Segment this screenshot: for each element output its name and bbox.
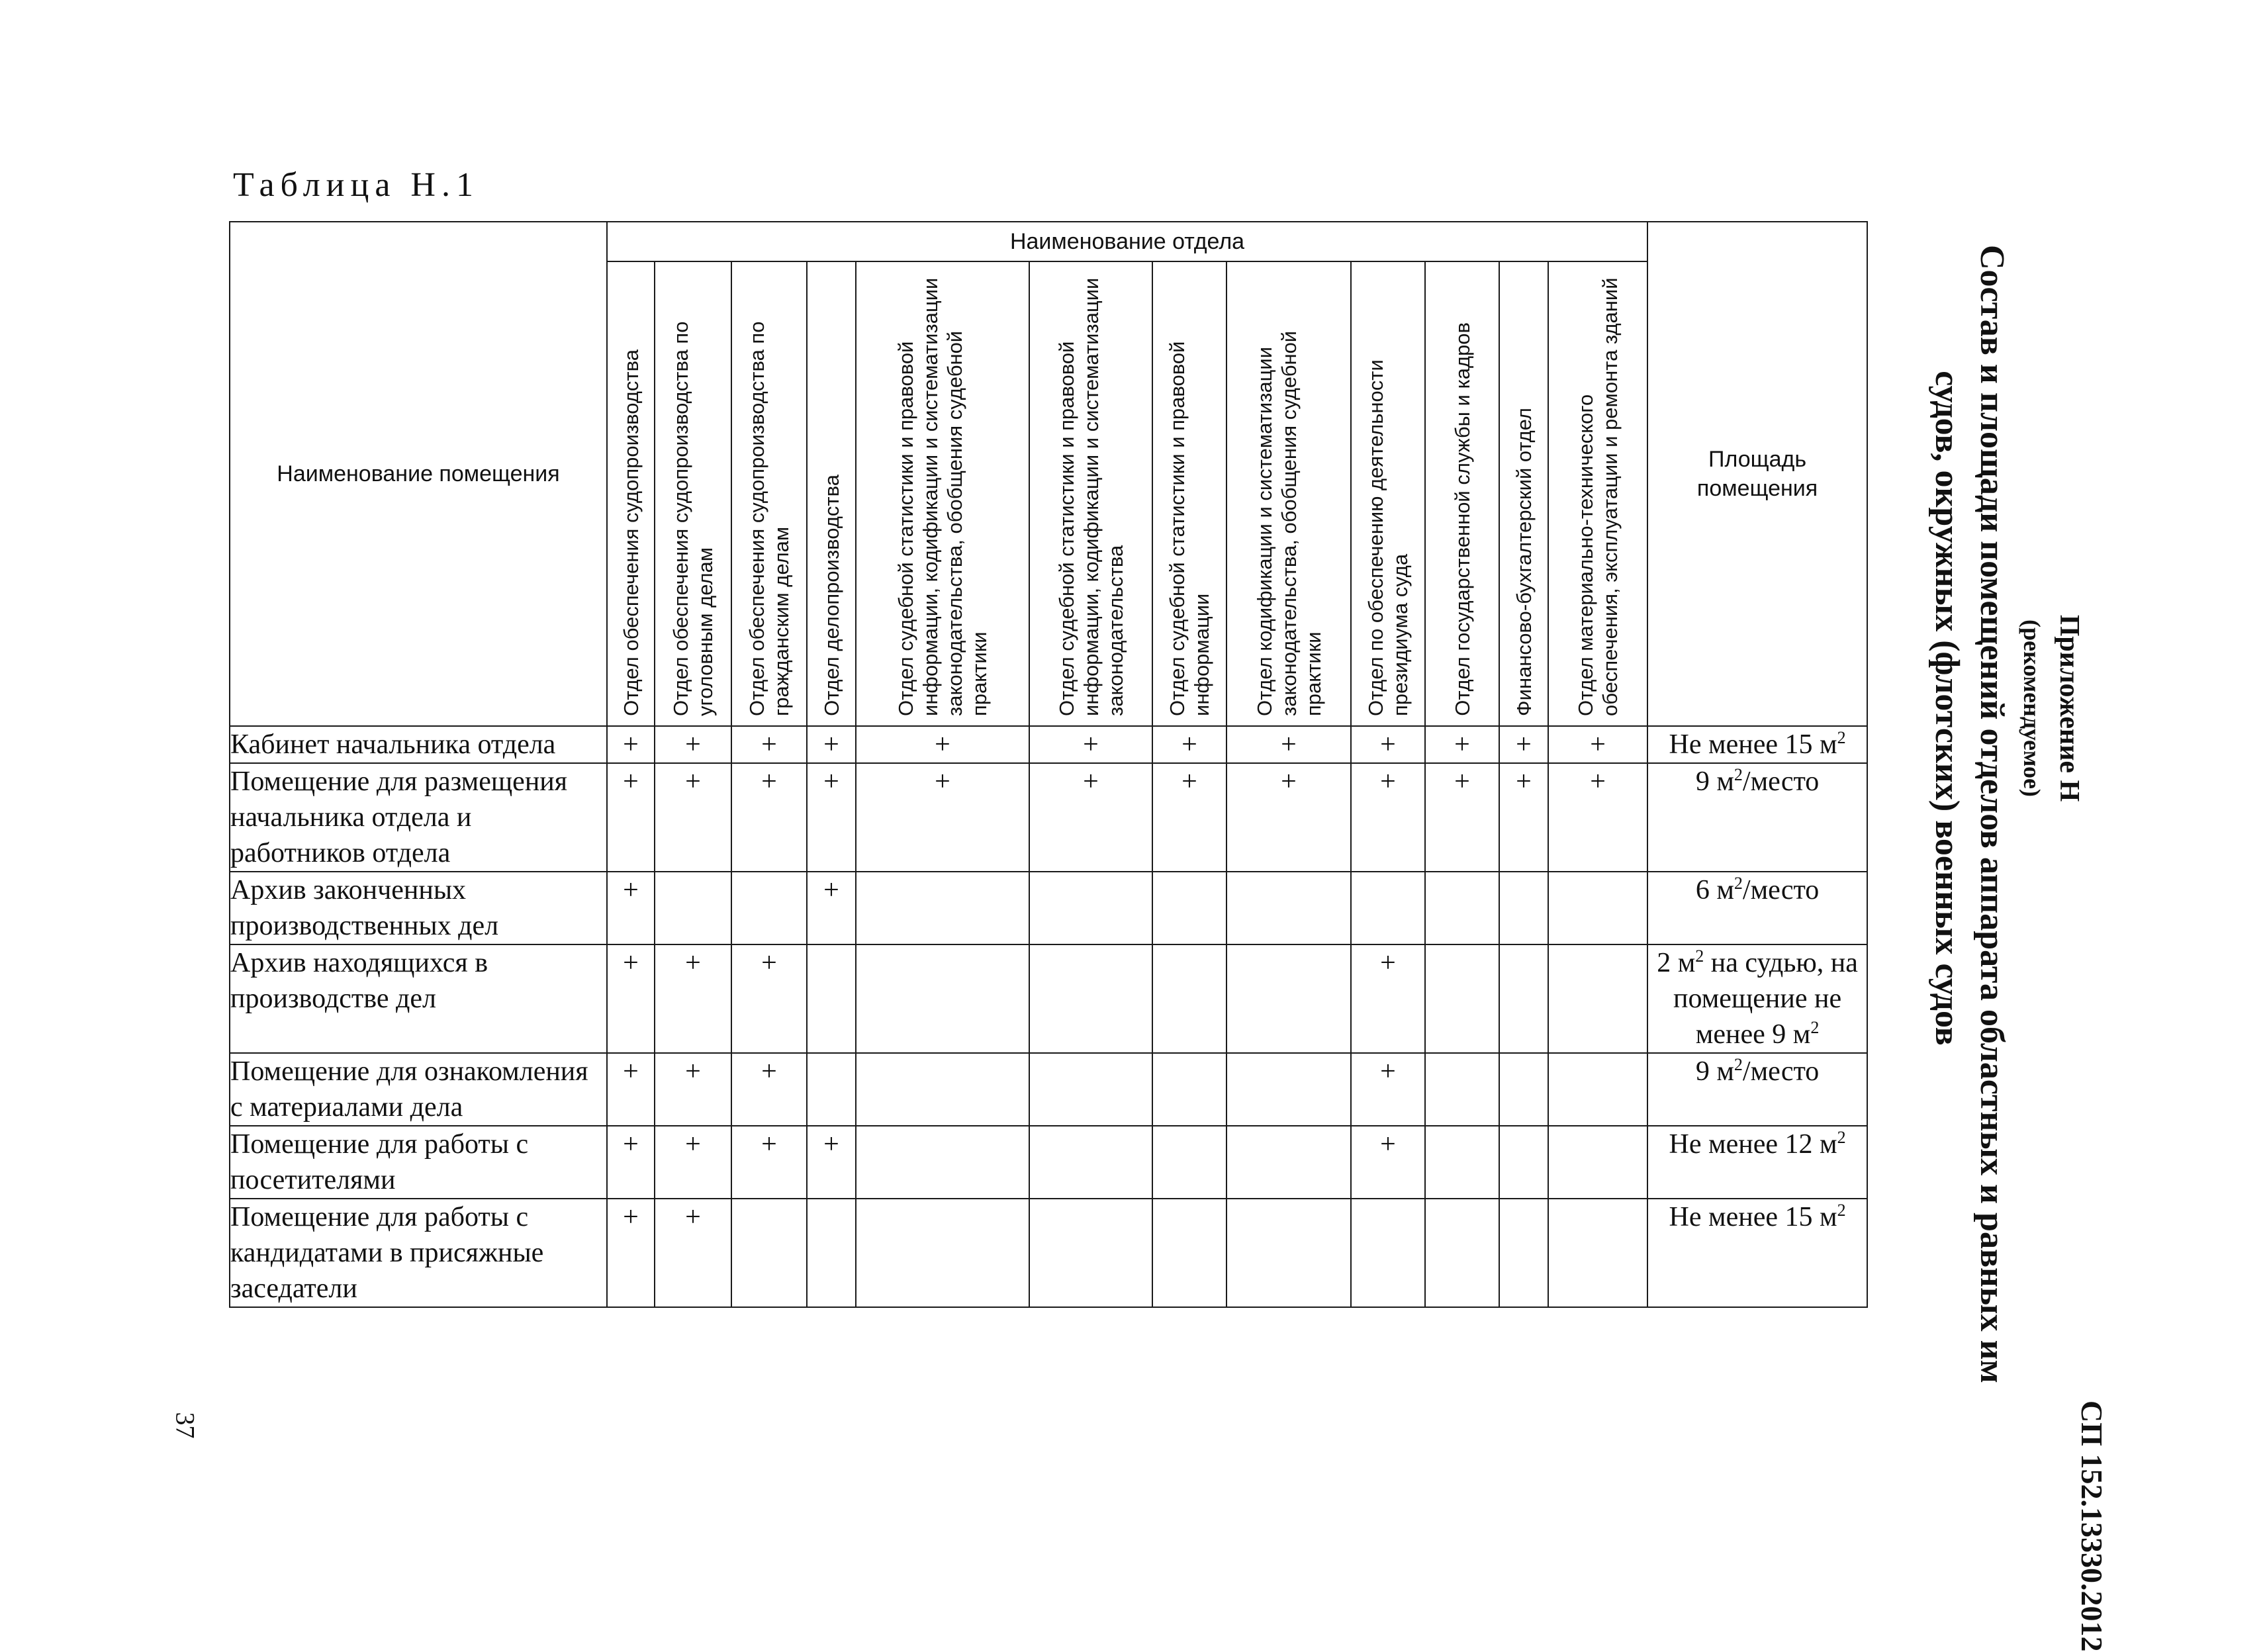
area-cell: [1647, 1053, 1867, 1126]
mark-cell: [1499, 1199, 1548, 1307]
mark-cell: +: [607, 763, 655, 872]
mark-cell: [1548, 1199, 1647, 1307]
department-header-label: Отдел делопроизводства: [819, 475, 843, 716]
department-header-label: Финансово-бухгалтерский отдел: [1512, 408, 1536, 716]
department-header-6: [1029, 261, 1152, 726]
table-row: [230, 763, 1867, 872]
mark-cell: [1425, 1126, 1499, 1199]
area-unit-exponent: 2: [1837, 1201, 1846, 1220]
mark-cell: +: [655, 1053, 731, 1126]
department-header-8: [1226, 261, 1351, 726]
area-unit-exponent: 2: [1837, 1128, 1846, 1147]
mark-cell: [1226, 872, 1351, 944]
department-header-label: Отдел обеспечения судопроизводства по уголовным делам: [669, 321, 717, 716]
mark-cell: [856, 944, 1029, 1053]
table-row: [230, 726, 1867, 763]
department-header-label: Отдел обеспечения судопроизводства по гражданским делам: [745, 321, 793, 716]
area-value: Не менее 15 м: [1669, 729, 1837, 760]
department-header-11: [1499, 261, 1548, 726]
mark-cell: +: [1351, 1053, 1425, 1126]
mark-cell: +: [731, 726, 807, 763]
mark-cell: +: [655, 726, 731, 763]
mark-cell: +: [1152, 763, 1226, 872]
mark-cell: +: [607, 944, 655, 1053]
department-header-10: [1425, 261, 1499, 726]
mark-cell: [1351, 872, 1425, 944]
area-header-line-1: Площадь: [1708, 447, 1807, 472]
appendix-title-line-1: Состав и площади помещений отделов аппарата областных и равных им: [1973, 245, 2011, 1383]
mark-cell: [731, 1199, 807, 1307]
department-header-12: [1548, 261, 1647, 726]
mark-cell: [1548, 1126, 1647, 1199]
mark-cell: +: [1351, 944, 1425, 1053]
area-unit-exponent: 2: [1695, 946, 1704, 966]
table-row: [230, 1053, 1867, 1126]
mark-cell: [1548, 944, 1647, 1053]
department-header-4: [807, 261, 856, 726]
appendix-note: (рекомендуемое): [2019, 620, 2045, 797]
mark-cell: +: [1029, 763, 1152, 872]
mark-cell: +: [1226, 763, 1351, 872]
mark-cell: +: [607, 1053, 655, 1126]
area-cell: [1647, 1126, 1867, 1199]
department-header-label: Отдел кодификации и систематизации законодательства, обобщения судебной практики: [1252, 330, 1325, 716]
area-cell: [1647, 763, 1867, 872]
mark-cell: [1499, 944, 1548, 1053]
mark-cell: [1548, 1053, 1647, 1126]
mark-cell: +: [1152, 726, 1226, 763]
mark-cell: [1226, 1053, 1351, 1126]
mark-cell: [1499, 1053, 1548, 1126]
room-name-cell: Помещение для работы с кандидатами в присяжные заседатели: [230, 1199, 607, 1307]
mark-cell: [1351, 1199, 1425, 1307]
mark-cell: [1425, 1199, 1499, 1307]
area-value-suffix: /место: [1742, 766, 1820, 797]
department-header-label: Отдел по обеспечению деятельности президиума суда: [1364, 359, 1412, 716]
mark-cell: +: [655, 1126, 731, 1199]
mark-cell: +: [607, 1199, 655, 1307]
mark-cell: [1152, 1126, 1226, 1199]
room-name-cell: Помещение для ознакомления с материалами дела: [230, 1053, 607, 1126]
department-header-2: [655, 261, 731, 726]
mark-cell: +: [1425, 726, 1499, 763]
mark-cell: [856, 1053, 1029, 1126]
room-name-cell: Помещение для размещения начальника отдела и работников отдела: [230, 763, 607, 872]
department-header-label: Отдел судебной статистики и правовой информации, кодификации и систематизации законодательства, обобщения судебной практики: [894, 277, 991, 716]
table-row: [230, 1126, 1867, 1199]
mark-cell: [1152, 1053, 1226, 1126]
area-unit-exponent: 2: [1734, 874, 1743, 893]
appendix-heading: [1924, 245, 2088, 1383]
area-value-suffix: на судью, на помещение не менее 9 м: [1673, 948, 1858, 1050]
area-value-suffix: /место: [1742, 1056, 1820, 1087]
table-row: [230, 944, 1867, 1053]
mark-cell: [807, 1199, 856, 1307]
page-number: 37: [170, 1412, 201, 1439]
department-header-3: [731, 261, 807, 726]
mark-cell: +: [1226, 726, 1351, 763]
table-body: [230, 726, 1867, 1307]
department-header-label: Отдел государственной службы и кадров: [1450, 322, 1474, 716]
mark-cell: +: [1548, 763, 1647, 872]
department-header-label: Отдел судебной статистики и правовой информации: [1166, 341, 1213, 716]
mark-cell: +: [655, 1199, 731, 1307]
mark-cell: [1029, 1199, 1152, 1307]
mark-cell: [1029, 872, 1152, 944]
appendix-label: Приложение Н: [2054, 614, 2084, 802]
mark-cell: +: [807, 1126, 856, 1199]
room-name-cell: Архив находящихся в производстве дел: [230, 944, 607, 1053]
mark-cell: [1152, 944, 1226, 1053]
mark-cell: +: [1499, 726, 1548, 763]
department-header-label: Отдел материально-технического обеспечения, эксплуатации и ремонта зданий: [1574, 277, 1622, 716]
area-value: Не менее 12 м: [1669, 1129, 1837, 1160]
table-row: [230, 872, 1867, 944]
mark-cell: [1226, 1199, 1351, 1307]
mark-cell: +: [1351, 1126, 1425, 1199]
appendix-title-line-2: судов, окружных (флотских) военных судов: [1928, 371, 1966, 1046]
area-header-line-2: помещения: [1696, 476, 1818, 501]
area-unit-exponent: 2: [1810, 1018, 1820, 1037]
area-value: 9 м: [1695, 1056, 1734, 1087]
area-cell: [1647, 726, 1867, 763]
mark-cell: +: [607, 872, 655, 944]
mark-cell: [1499, 1126, 1548, 1199]
mark-cell: +: [807, 726, 856, 763]
mark-cell: [1425, 1053, 1499, 1126]
mark-cell: +: [607, 1126, 655, 1199]
department-group-header: Наименование отдела: [607, 222, 1647, 261]
mark-cell: +: [807, 763, 856, 872]
department-header-7: [1152, 261, 1226, 726]
mark-cell: [1029, 1053, 1152, 1126]
mark-cell: [655, 872, 731, 944]
department-header-label: Отдел судебной статистики и правовой информации, кодификации и систематизации законодательства: [1054, 277, 1127, 716]
room-name-cell: Помещение для работы с посетителями: [230, 1126, 607, 1199]
department-header-1: [607, 261, 655, 726]
mark-cell: [1499, 872, 1548, 944]
mark-cell: [1029, 1126, 1152, 1199]
department-header-9: [1351, 261, 1425, 726]
area-value: 6 м: [1695, 875, 1734, 905]
table-caption: Таблица Н.1: [233, 166, 479, 204]
mark-cell: [807, 944, 856, 1053]
mark-cell: [1029, 944, 1152, 1053]
mark-cell: +: [856, 726, 1029, 763]
mark-cell: +: [731, 944, 807, 1053]
area-cell: [1647, 944, 1867, 1053]
table-row: [230, 1199, 1867, 1307]
mark-cell: [807, 1053, 856, 1126]
mark-cell: [1152, 872, 1226, 944]
area-value-suffix: /место: [1742, 875, 1820, 905]
mark-cell: [856, 872, 1029, 944]
area-column-header: [1647, 222, 1867, 726]
mark-cell: [1425, 944, 1499, 1053]
mark-cell: [1548, 872, 1647, 944]
mark-cell: +: [1548, 726, 1647, 763]
area-value: 2 м: [1657, 948, 1696, 978]
mark-cell: [1152, 1199, 1226, 1307]
mark-cell: +: [655, 944, 731, 1053]
area-cell: [1647, 1199, 1867, 1307]
mark-cell: +: [731, 1126, 807, 1199]
mark-cell: [731, 872, 807, 944]
mark-cell: +: [1499, 763, 1548, 872]
mark-cell: +: [731, 763, 807, 872]
mark-cell: [1425, 872, 1499, 944]
area-value: 9 м: [1695, 766, 1734, 797]
mark-cell: +: [1029, 726, 1152, 763]
mark-cell: +: [1351, 726, 1425, 763]
mark-cell: +: [856, 763, 1029, 872]
mark-cell: [856, 1199, 1029, 1307]
mark-cell: +: [807, 872, 856, 944]
mark-cell: [1226, 944, 1351, 1053]
mark-cell: +: [607, 726, 655, 763]
department-header-label: Отдел обеспечения судопроизводства: [619, 349, 643, 716]
mark-cell: [1226, 1126, 1351, 1199]
area-cell: [1647, 872, 1867, 944]
area-unit-exponent: 2: [1837, 728, 1846, 747]
room-column-header: Наименование помещения: [230, 222, 607, 726]
area-unit-exponent: 2: [1734, 1055, 1743, 1074]
mark-cell: +: [1351, 763, 1425, 872]
rooms-table: [229, 221, 1868, 1308]
mark-cell: [856, 1126, 1029, 1199]
mark-cell: +: [731, 1053, 807, 1126]
room-name-cell: Архив законченных производственных дел: [230, 872, 607, 944]
area-value: Не менее 15 м: [1669, 1202, 1837, 1232]
department-header-5: [856, 261, 1029, 726]
document-code: СП 152.13330.2012: [2075, 1400, 2109, 1652]
room-name-cell: Кабинет начальника отдела: [230, 726, 607, 763]
area-unit-exponent: 2: [1734, 765, 1743, 784]
mark-cell: +: [655, 763, 731, 872]
mark-cell: +: [1425, 763, 1499, 872]
table-header-row-1: [230, 222, 1867, 261]
